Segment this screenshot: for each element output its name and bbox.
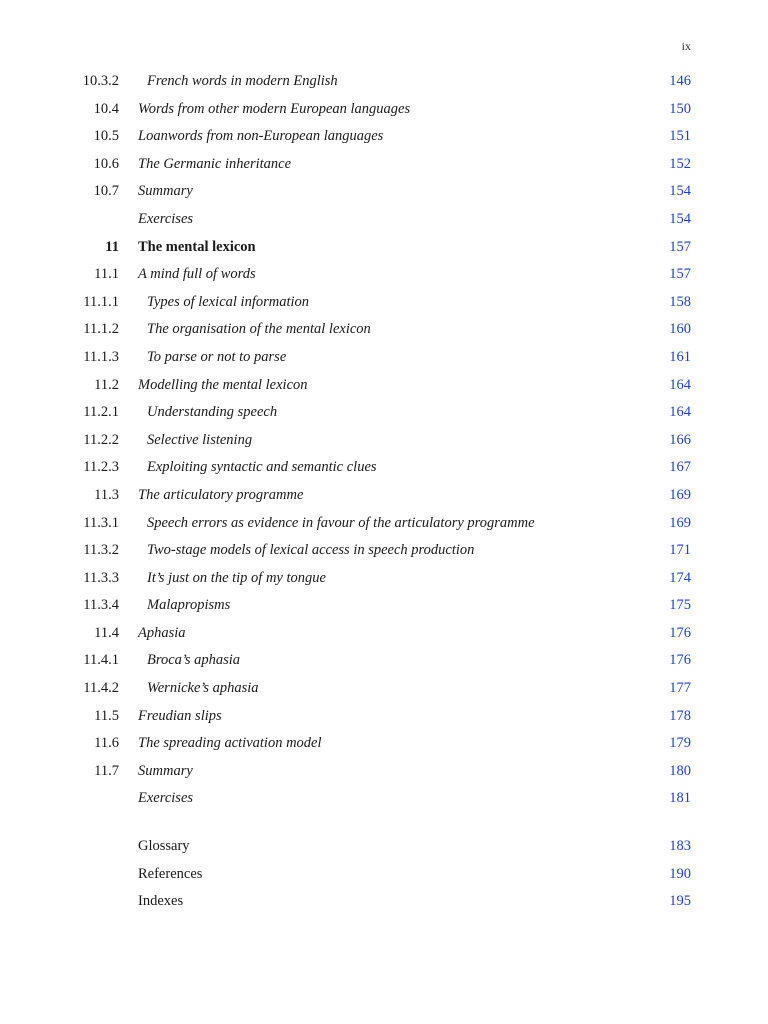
section-title: French words in modern English [147, 73, 338, 89]
section-title: The Germanic inheritance [138, 155, 292, 172]
section-title: Modelling the mental lexicon [138, 376, 308, 393]
page-link[interactable]: 180 [669, 762, 691, 779]
section-title: Selective listening [147, 431, 253, 448]
section-number: 11.2 [94, 376, 119, 393]
section-number: 11.1.2 [83, 321, 119, 338]
toc-entry [0, 730, 768, 758]
section-title: Exercises [138, 210, 194, 227]
section-number: 11.3.2 [83, 542, 119, 559]
section-title: Wernicke’s aphasia [147, 680, 259, 697]
page-link[interactable]: 178 [669, 707, 691, 724]
section-title: Types of lexical information [147, 293, 310, 310]
section-title: Two-stage models of lexical access in speech production [147, 542, 475, 559]
page-link[interactable]: 175 [669, 597, 691, 614]
section-title: To parse or not to parse [147, 348, 287, 365]
toc-chapter-entry [0, 234, 768, 262]
toc-entry [0, 427, 768, 455]
page-link[interactable]: 169 [669, 514, 691, 531]
section-number: 10.7 [93, 183, 119, 200]
section-title: The articulatory programme [138, 486, 304, 503]
section-title: The spreading activation model [138, 735, 322, 752]
page-link[interactable]: 154 [669, 183, 691, 200]
section-title: Words from other modern European languages [138, 100, 411, 117]
section-title: A mind full of words [138, 266, 256, 283]
toc-entry [0, 68, 768, 96]
toc-entry [0, 510, 768, 538]
section-number: 11.4.2 [83, 680, 119, 697]
section-number: 11.1.3 [83, 348, 119, 365]
chapter-title: The mental lexicon [138, 238, 256, 255]
toc-entry [0, 565, 768, 593]
page-link[interactable]: 161 [669, 348, 691, 365]
section-title: Exercises [138, 790, 194, 807]
toc-entry [0, 482, 768, 510]
table-of-contents [0, 68, 768, 813]
section-number: 11.6 [94, 735, 119, 752]
back-matter-entry [0, 888, 768, 916]
section-number: 10.3.2 [82, 73, 119, 89]
page-link[interactable]: 146 [669, 73, 691, 89]
section-number: 11.3.1 [83, 514, 119, 531]
back-matter-entry [0, 861, 768, 889]
section-number: 11.5 [94, 707, 119, 724]
back-matter-title: References [138, 865, 203, 882]
toc-entry [0, 758, 768, 786]
section-number: 11.4 [94, 624, 119, 641]
section-title: Speech errors as evidence in favour of the articulatory programme [147, 514, 535, 531]
section-title: Summary [138, 183, 193, 200]
section-title: Summary [138, 762, 193, 779]
page-link[interactable]: 164 [669, 376, 691, 393]
section-number: 11.2.3 [83, 459, 119, 476]
section-title: It’s just on the tip of my tongue [147, 569, 326, 586]
back-matter-list [0, 833, 768, 916]
toc-entry [0, 316, 768, 344]
toc-entry [0, 785, 768, 813]
back-matter-title: Indexes [138, 893, 184, 910]
page-link[interactable]: 158 [669, 293, 691, 310]
page-link[interactable]: 195 [669, 893, 691, 910]
back-matter-entry [0, 833, 768, 861]
page-link[interactable]: 181 [669, 790, 691, 807]
toc-entry [0, 675, 768, 703]
page-link[interactable]: 157 [669, 238, 691, 255]
toc-entry [0, 703, 768, 731]
page-link[interactable]: 157 [669, 266, 691, 283]
page-link[interactable]: 176 [669, 652, 691, 669]
page-link[interactable]: 169 [669, 486, 691, 503]
section-number: 11.7 [94, 762, 119, 779]
section-number: 11.2.1 [83, 404, 119, 421]
section-title: Malapropisms [147, 597, 231, 614]
page-link[interactable]: 151 [669, 128, 691, 145]
toc-entry [0, 537, 768, 565]
page-link[interactable]: 177 [669, 680, 691, 697]
page-link[interactable]: 154 [669, 210, 691, 227]
toc-entry [0, 620, 768, 648]
section-number: 11.2.2 [83, 431, 119, 448]
page-link[interactable]: 164 [669, 404, 691, 421]
section-title: Aphasia [138, 624, 186, 641]
toc-entry [0, 399, 768, 427]
section-title: The organisation of the mental lexicon [147, 321, 371, 338]
section-number: 11.3.4 [83, 597, 119, 614]
section-number: 10.5 [93, 128, 119, 145]
toc-entry [0, 344, 768, 372]
page-link[interactable]: 190 [669, 865, 691, 882]
chapter-number: 11 [105, 238, 119, 255]
section-title: Freudian slips [138, 707, 222, 724]
section-title: Exploiting syntactic and semantic clues [147, 459, 377, 476]
page-link[interactable]: 167 [669, 459, 691, 476]
toc-entry [0, 96, 768, 124]
page-link[interactable]: 179 [669, 735, 691, 752]
section-number: 11.4.1 [83, 652, 119, 669]
page-link[interactable]: 171 [669, 542, 691, 559]
toc-entry [0, 372, 768, 400]
page-link[interactable]: 152 [669, 155, 691, 172]
toc-entry [0, 178, 768, 206]
section-title: Loanwords from non-European languages [138, 128, 384, 145]
back-matter-title: Glossary [138, 838, 190, 854]
section-title: Broca’s aphasia [147, 652, 241, 669]
toc-entry [0, 261, 768, 289]
toc-entry [0, 206, 768, 234]
toc-entry [0, 151, 768, 179]
toc-entry [0, 454, 768, 482]
section-number: 11.1.1 [83, 293, 119, 310]
section-number: 11.1 [94, 266, 119, 283]
toc-entry [0, 289, 768, 317]
toc-entry [0, 123, 768, 151]
toc-entry [0, 592, 768, 620]
page-link[interactable]: 160 [669, 321, 691, 338]
page-link[interactable]: 174 [669, 569, 691, 586]
toc-entry [0, 647, 768, 675]
section-number: 11.3.3 [83, 569, 119, 586]
section-number: 10.4 [93, 100, 119, 117]
page-link[interactable]: 176 [669, 624, 691, 641]
page-link[interactable]: 183 [669, 838, 691, 854]
page-link[interactable]: 150 [669, 100, 691, 117]
page-number: ix [681, 39, 691, 53]
page-link[interactable]: 166 [669, 431, 691, 448]
section-number: 11.3 [94, 486, 119, 503]
section-number: 10.6 [93, 155, 119, 172]
section-title: Understanding speech [147, 404, 278, 421]
